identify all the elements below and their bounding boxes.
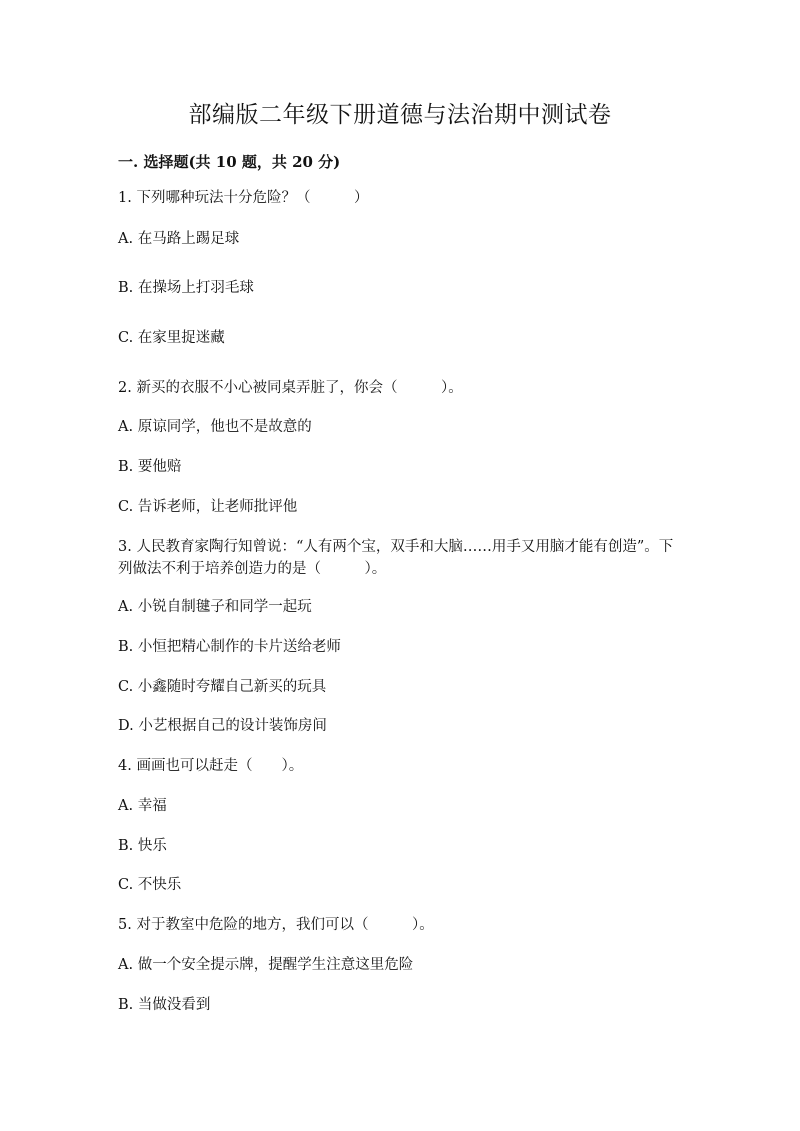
option-3-d: D. 小艺根据自己的设计装饰房间	[118, 718, 327, 734]
question-stem-2: 2. 新买的衣服不小心被同桌弄脏了，你会（ ）。	[118, 380, 463, 396]
option-2-a: A. 原谅同学，他也不是故意的	[118, 419, 312, 435]
option-3-a: A. 小锐自制毽子和同学一起玩	[118, 599, 312, 615]
option-2-b: B. 要他赔	[118, 459, 182, 475]
option-1-b: B. 在操场上打羽毛球	[118, 280, 254, 296]
option-4-b: B. 快乐	[118, 838, 167, 854]
section-heading: 一. 选择题(共 10 题，共 20 分)	[118, 153, 341, 171]
option-1-c: C. 在家里捉迷藏	[118, 330, 225, 346]
page-title: 部编版二年级下册道德与法治期中测试卷	[188, 102, 612, 128]
question-stem-4: 4. 画画也可以赶走（ ）。	[118, 758, 304, 774]
option-3-c: C. 小鑫随时夸耀自己新买的玩具	[118, 679, 327, 695]
option-4-a: A. 幸福	[118, 798, 167, 814]
question-stem-3: 3. 人民教育家陶行知曾说：“人有两个宝，双手和大脑……用手又用脑才能有创造”。下列做法不利于培养创造力的是（ ）。	[118, 539, 674, 577]
question-stem-1: 1. 下列哪种玩法十分危险？（ ）	[118, 190, 369, 206]
option-3-b: B. 小恒把精心制作的卡片送给老师	[118, 639, 341, 655]
option-5-a: A. 做一个安全提示牌，提醒学生注意这里危险	[118, 957, 414, 973]
option-4-c: C. 不快乐	[118, 877, 182, 893]
option-2-c: C. 告诉老师，让老师批评他	[118, 499, 298, 515]
question-stem-5: 5. 对于教室中危险的地方，我们可以（ ）。	[118, 917, 434, 933]
option-5-b: B. 当做没看到	[118, 997, 211, 1013]
option-1-a: A. 在马路上踢足球	[118, 231, 240, 247]
